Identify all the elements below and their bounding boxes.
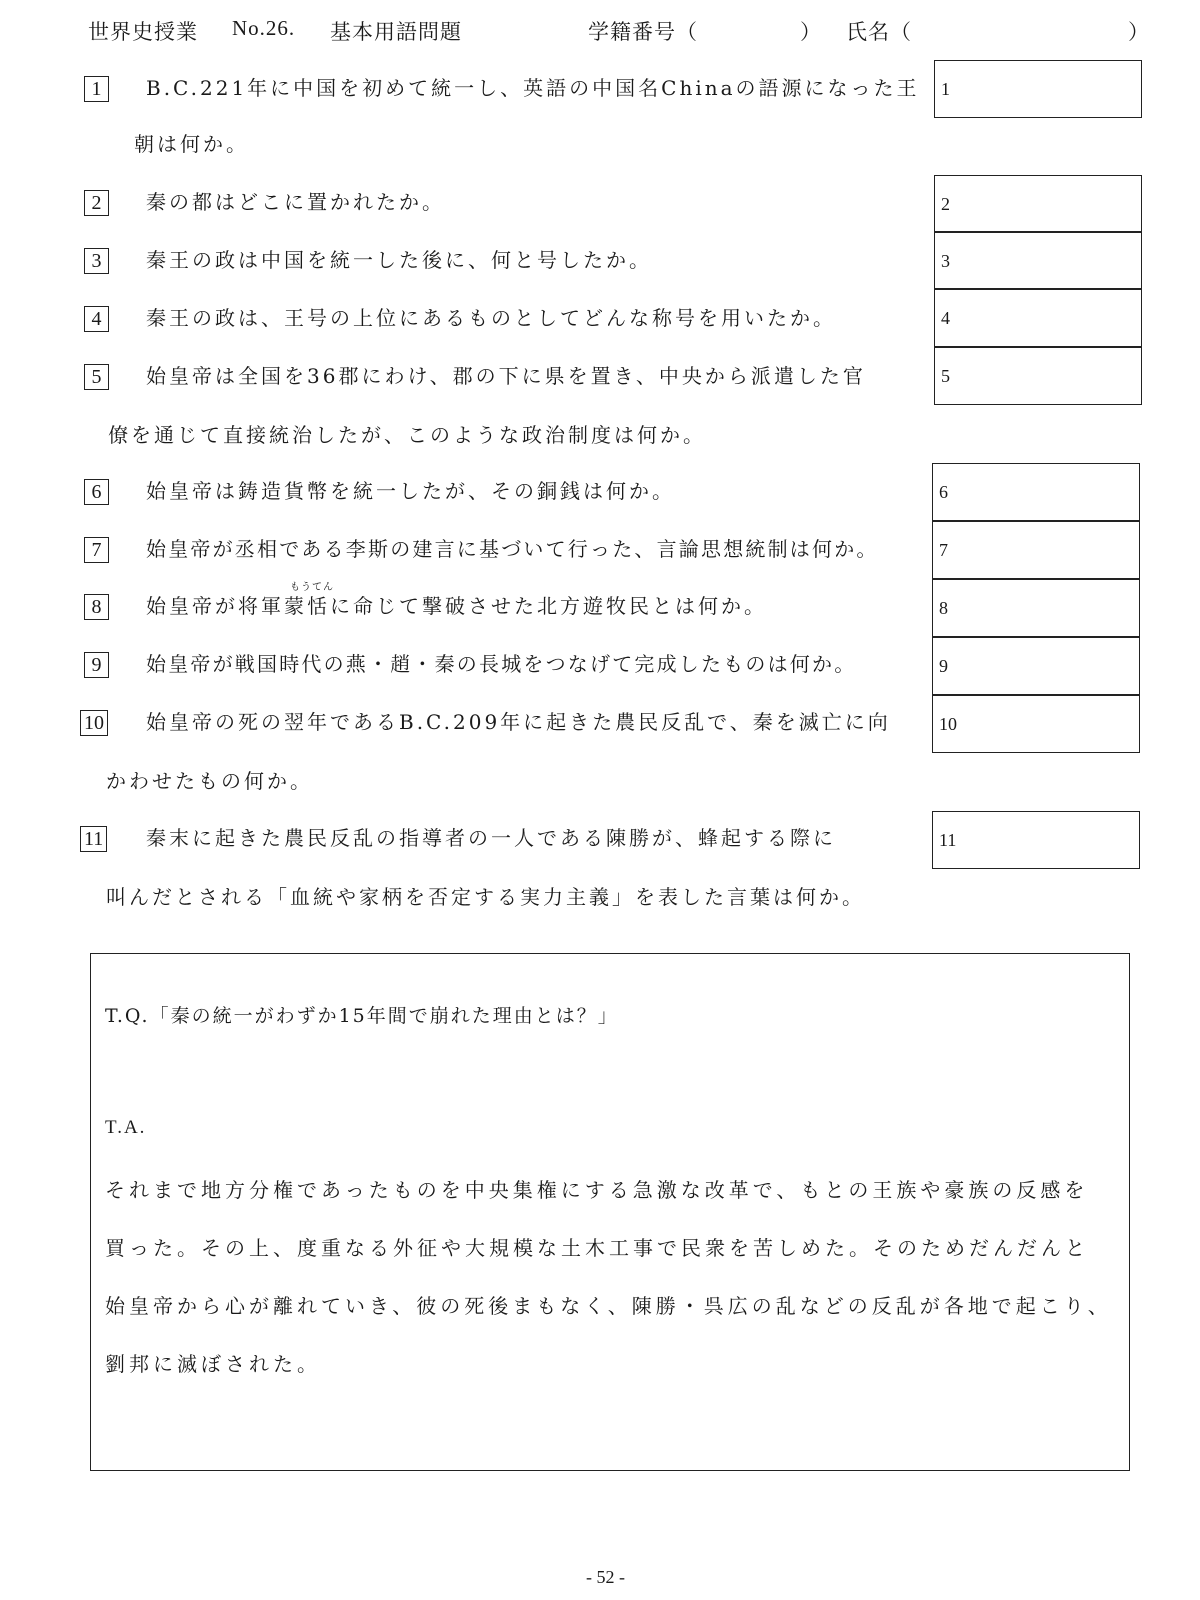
ruby-moten: もうてん <box>290 582 334 593</box>
answer-box-7[interactable] <box>932 521 1140 579</box>
answer-box-number: 4 <box>941 308 950 328</box>
question-3-text: 秦王の政は中国を統一した後に、何と号したか。 <box>146 248 652 272</box>
ta-line-1: それまで地方分権であったものを中央集権にする急激な改革で、もとの王族や豪族の反感を <box>105 1178 1089 1202</box>
ta-line-3: 始皇帝から心が離れていき、彼の死後まもなく、陳勝・呉広の乱などの反乱が各地で起こり、 <box>105 1294 1112 1318</box>
answer-box-5[interactable] <box>934 347 1142 405</box>
answer-box-number: 8 <box>939 598 948 618</box>
answer-box-1[interactable] <box>934 60 1142 118</box>
answer-box-number: 3 <box>941 251 950 271</box>
question-8-text: 始皇帝が将軍蒙恬に命じて撃破させた北方遊牧民とは何か。 <box>146 594 767 618</box>
question-2-text: 秦の都はどこに置かれたか。 <box>146 190 445 214</box>
question-number-2: 2 <box>84 190 109 216</box>
course-title: 世界史授業 <box>88 20 198 44</box>
answer-box-11[interactable] <box>932 811 1140 869</box>
question-number-6: 6 <box>84 479 109 505</box>
answer-box-number: 9 <box>939 656 948 676</box>
answer-box-number: 6 <box>939 482 948 502</box>
question-number-8: 8 <box>84 594 109 620</box>
question-number-9: 9 <box>84 652 109 678</box>
question-1-line-2: 朝は何か。 <box>134 132 249 156</box>
question-number-3: 3 <box>84 248 109 274</box>
answer-box-number: 1 <box>941 79 950 99</box>
question-5-line-1: 始皇帝は全国を36郡にわけ、郡の下に県を置き、中央から派遣した官 <box>146 364 866 388</box>
question-7-text: 始皇帝が丞相である李斯の建言に基づいて行った、言論思想統制は何か。 <box>146 537 879 561</box>
name-close: ） <box>1128 20 1150 44</box>
ta-label: T.A. <box>105 1117 147 1138</box>
question-number-5: 5 <box>84 364 109 390</box>
question-11-line-1: 秦末に起きた農民反乱の指導者の一人である陳勝が、蜂起する際に <box>146 826 836 850</box>
ta-line-4: 劉邦に滅ぼされた。 <box>105 1352 321 1376</box>
ta-line-2: 買った。その上、度重なる外征や大規模な土木工事で民衆を苦しめた。そのためだんだんと <box>105 1236 1089 1260</box>
question-9-text: 始皇帝が戦国時代の燕・趙・秦の長城をつなげて完成したものは何か。 <box>146 652 857 676</box>
answer-box-number: 2 <box>941 194 950 214</box>
answer-box-number: 11 <box>939 830 957 850</box>
answer-box-3[interactable] <box>934 232 1142 289</box>
question-number-10: 10 <box>80 710 108 736</box>
question-number-11: 11 <box>80 826 107 852</box>
worksheet-subtitle: 基本用語問題 <box>330 20 462 44</box>
tq-box <box>90 953 1130 1471</box>
answer-box-2[interactable] <box>934 175 1142 232</box>
question-11-line-2: 叫んだとされる「血統や家柄を否定する実力主義」を表した言葉は何か。 <box>106 885 865 909</box>
answer-box-4[interactable] <box>934 289 1142 347</box>
tq-question: T.Q.「秦の統一がわずか15年間で崩れた理由とは？」 <box>105 1005 619 1027</box>
question-5-line-2: 僚を通じて直接統治したが、このような政治制度は何か。 <box>108 423 706 447</box>
answer-box-number: 5 <box>941 366 950 386</box>
question-number-1: 1 <box>84 76 109 102</box>
page-number: - 52 - <box>586 1567 625 1587</box>
answer-box-8[interactable] <box>932 579 1140 637</box>
answer-box-number: 10 <box>939 714 957 734</box>
question-1-line-1: B.C.221年に中国を初めて統一し、英語の中国名Chinaの語源になった王 <box>146 76 920 100</box>
answer-box-10[interactable] <box>932 695 1140 753</box>
question-number-7: 7 <box>84 537 109 563</box>
answer-box-number: 7 <box>939 540 948 560</box>
student-id-close: ） <box>800 20 822 44</box>
name-label: 氏名（ <box>846 20 912 44</box>
student-id-label: 学籍番号（ <box>588 20 698 44</box>
worksheet-number: No.26. <box>232 16 296 40</box>
answer-box-6[interactable] <box>932 463 1140 521</box>
question-10-line-2: かわせたもの何か。 <box>106 769 313 793</box>
question-number-4: 4 <box>84 306 109 332</box>
question-4-text: 秦王の政は、王号の上位にあるものとしてどんな称号を用いたか。 <box>146 306 836 330</box>
question-6-text: 始皇帝は鋳造貨幣を統一したが、その銅銭は何か。 <box>146 479 675 503</box>
question-10-line-1: 始皇帝の死の翌年であるB.C.209年に起きた農民反乱で、秦を滅亡に向 <box>146 710 891 734</box>
answer-box-9[interactable] <box>932 637 1140 695</box>
